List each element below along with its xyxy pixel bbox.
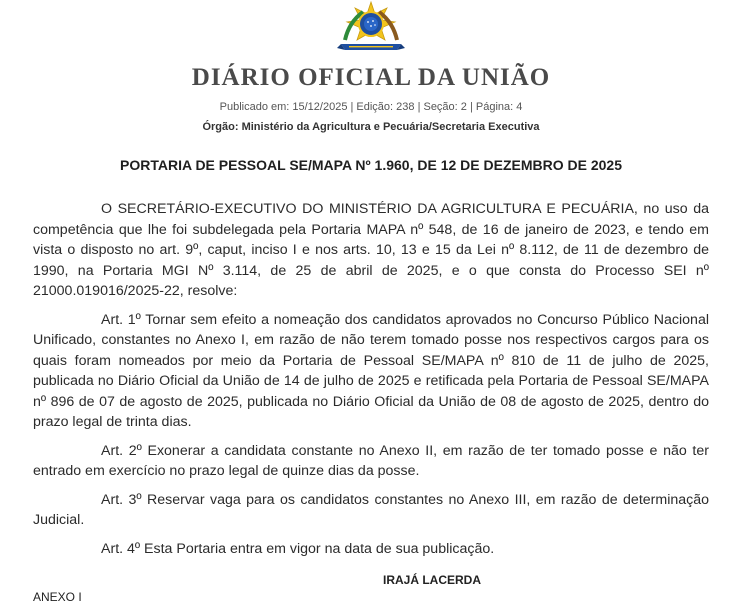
masthead-title: DIÁRIO OFICIAL DA UNIÃO bbox=[191, 64, 551, 91]
document-body bbox=[33, 199, 709, 567]
document-title: PORTARIA DE PESSOAL SE/MAPA Nº 1.960, DE 12 DE DEZEMBRO DE 2025 bbox=[120, 157, 622, 173]
article-1-paragraph: Art. 1º Tornar sem efeito a nomeação dos candidatos aprovados no Concurso Público Nacional Unificado, constantes no Anexo I, em razão de não terem tomado posse nos respectivos cargos para os quais foram nomeados por meio da Portaria de Pessoal SE/MAPA nº 810 de 11 de julho de 2025, publicada no Diário Oficial da União de 14 de julho de 2025 e retificada pela Portaria de Pessoal SE/MAPA nº 896 de 07 de agosto de 2025, publicada no Diário Oficial da União de 08 de agosto de 2025, dentro do prazo legal de trinta dias. bbox=[33, 311, 709, 430]
orgao-label: Órgão: bbox=[202, 121, 239, 133]
article-2-paragraph: Art. 2º Exonerar a candidata constante no Anexo II, em razão de ter tomado posse e não ter entrado em exercício no prazo legal de quinze dias da posse. bbox=[33, 442, 709, 479]
brasil-coat-of-arms-icon bbox=[335, 0, 407, 54]
article-3-paragraph: Art. 3º Reservar vaga para os candidatos constantes no Anexo III, em razão de determinação Judicial. bbox=[33, 491, 709, 528]
orgao-value: Ministério da Agricultura e Pecuária/Secretaria Executiva bbox=[241, 121, 540, 133]
signature: IRAJÁ LACERDA bbox=[382, 573, 481, 587]
annex-label: ANEXO I bbox=[33, 590, 82, 604]
publication-info: Publicado em: 15/12/2025 | Edição: 238 | Seção: 2 | Página: 4 bbox=[219, 101, 523, 113]
preamble-paragraph: O SECRETÁRIO-EXECUTIVO DO MINISTÉRIO DA AGRICULTURA E PECUÁRIA, no uso da competência que lhe foi subdelegada pela Portaria MAPA nº 548, de 16 de janeiro de 2023, e tendo em vista o disposto no art. 9º, caput, inciso I e nos arts. 10, 13 e 15 da Lei nº 8.112, de 11 de dezembro de 1990, na Portaria MGI Nº 3.114, de 25 de abril de 2025, e o que consta do Processo SEI nº 21000.019016/2025-22, resolve: bbox=[33, 201, 709, 299]
article-4-paragraph: Art. 4º Esta Portaria entra em vigor na data de sua publicação. bbox=[101, 540, 495, 557]
orgao-line bbox=[0, 121, 742, 133]
